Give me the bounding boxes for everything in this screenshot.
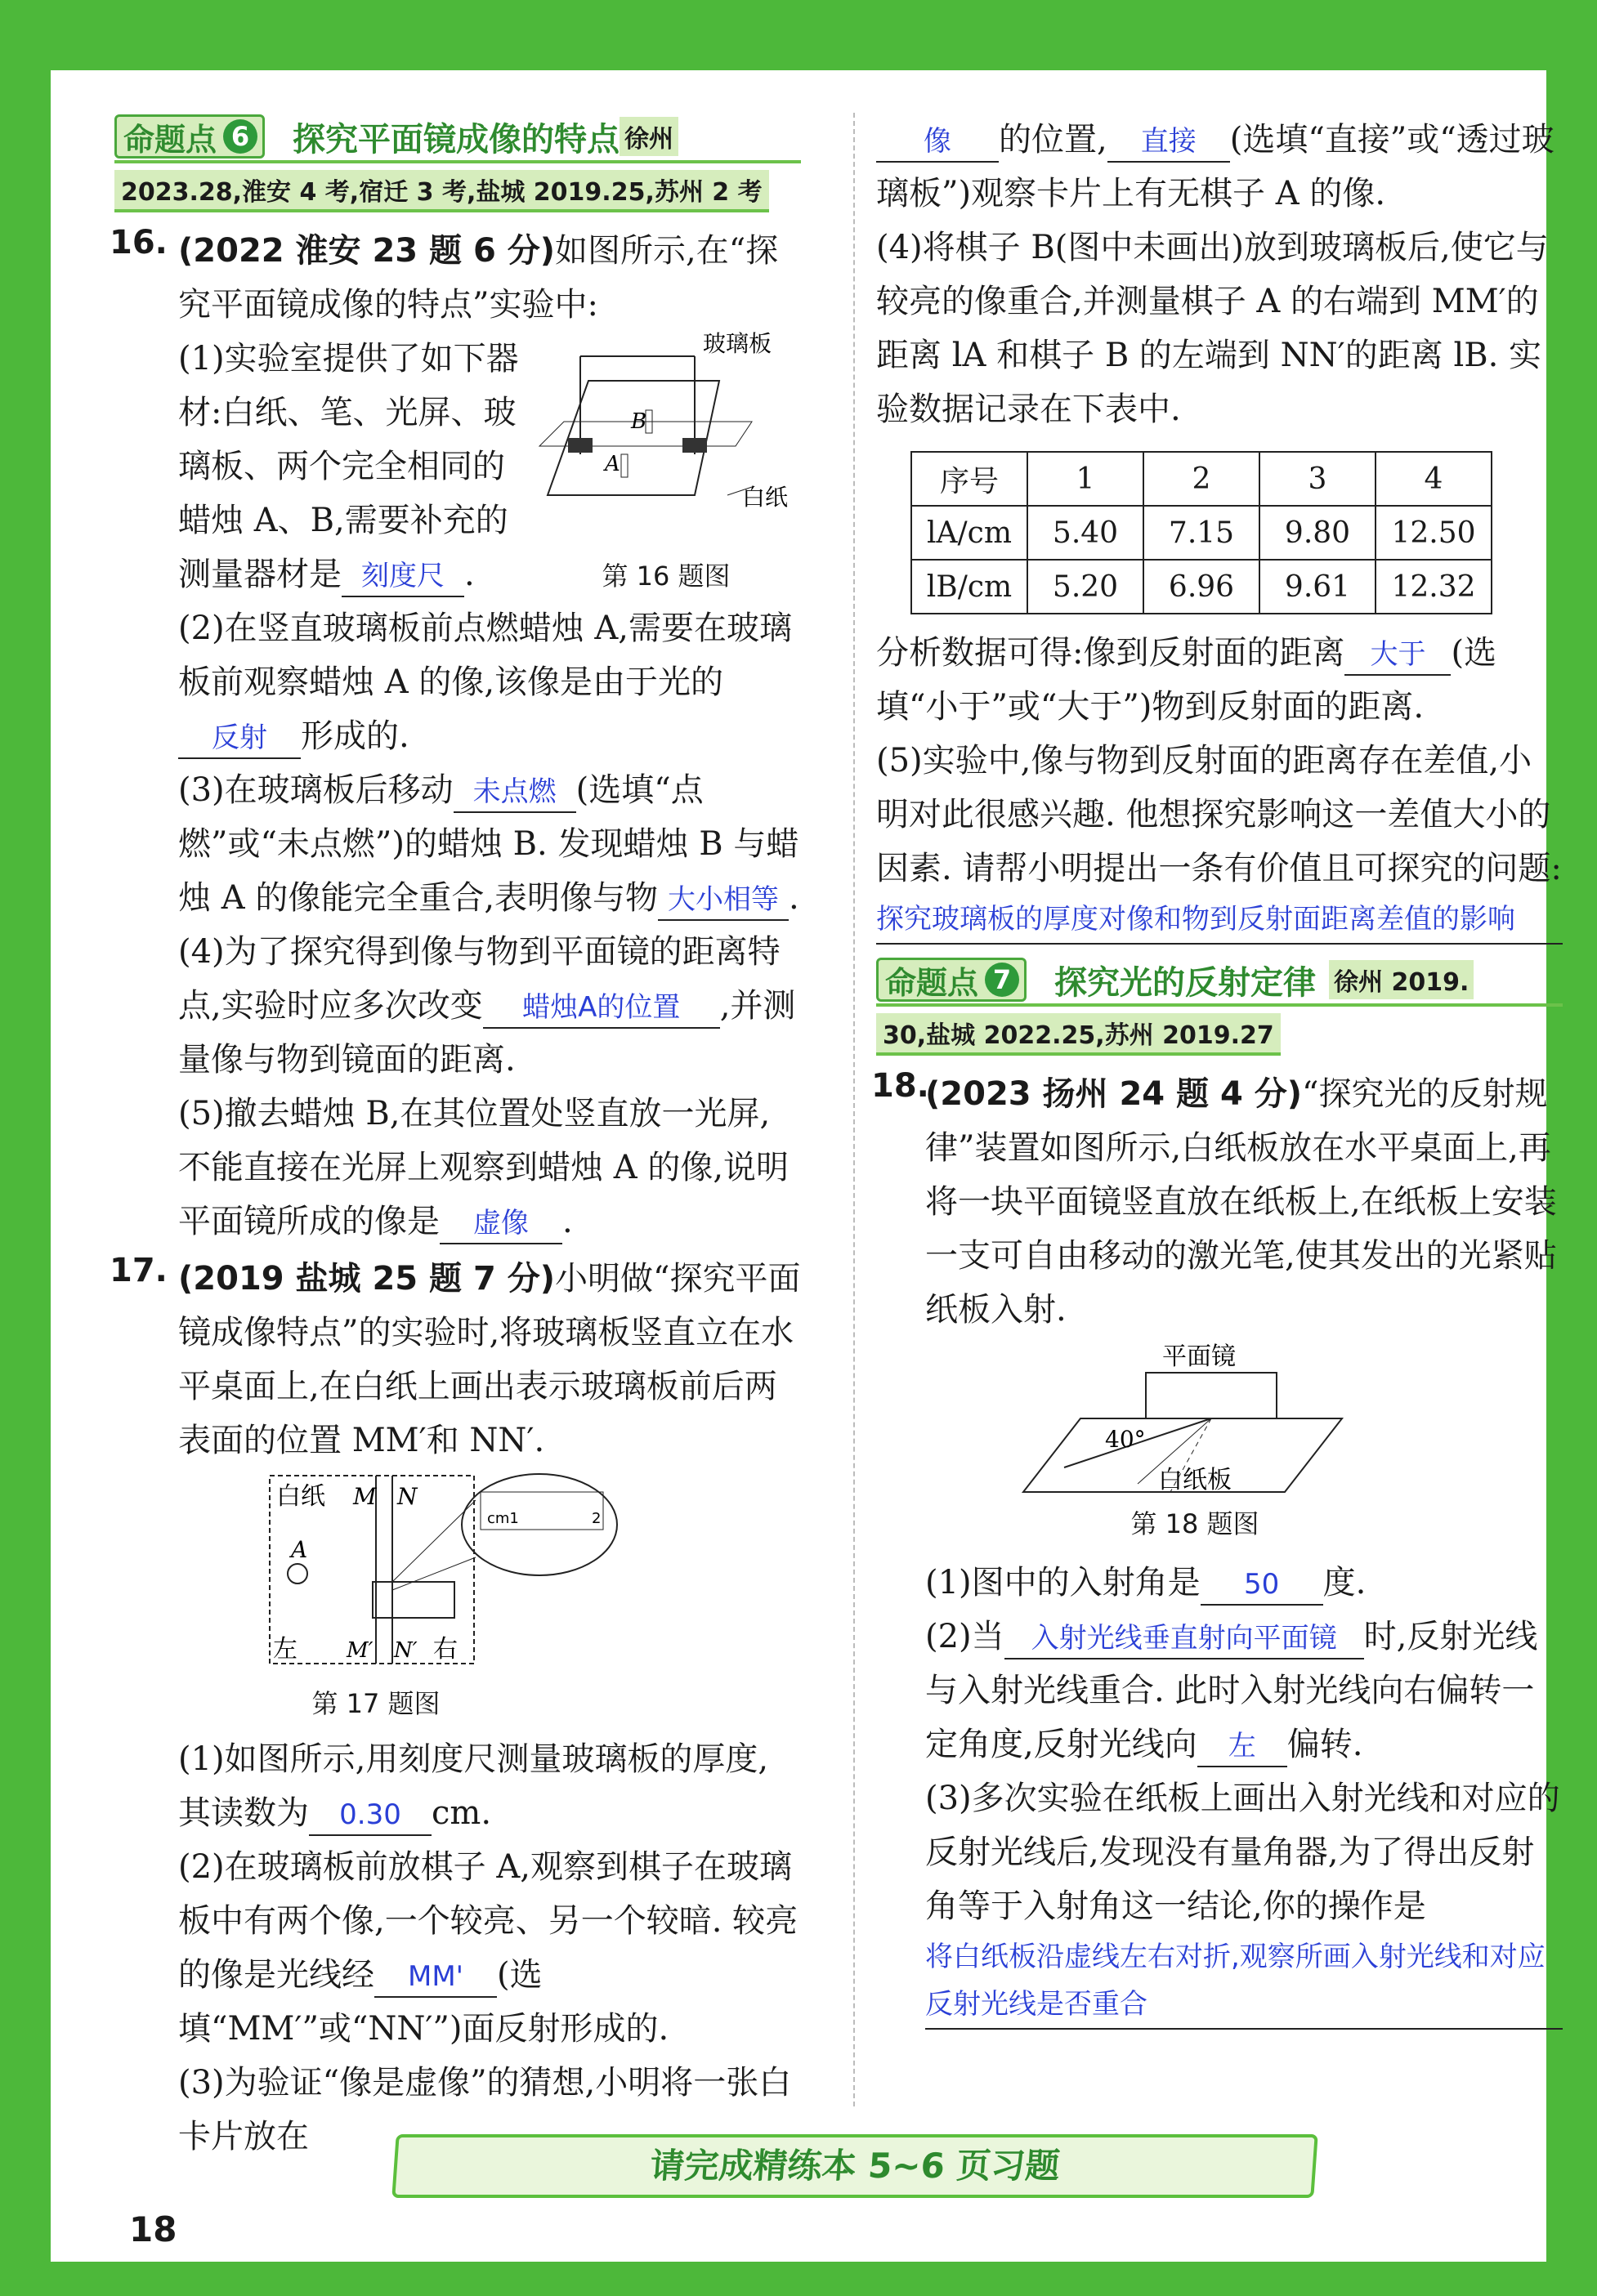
reflection-diagram (1015, 1337, 1375, 1500)
ruler-glass-diagram (262, 1467, 621, 1680)
answer-blank[interactable]: 虚像 (440, 1204, 562, 1244)
q17-part4-analysis: 分析数据可得:像到反射面的距离 大于 (选填“小于”或“大于”)物到反射面的距离. (876, 634, 1497, 726)
topic-badge: 命题点 6 (114, 114, 265, 159)
answer-blank[interactable]: 大小相等 (658, 880, 789, 921)
figure-caption: 第 16 题图 (602, 561, 731, 592)
answer-blank[interactable]: 反射 (178, 718, 301, 759)
topic-source-line: 2023.28,淮安 4 考,宿迁 3 考,盐城 2019.25,苏州 2 考 (114, 170, 769, 212)
label-n: N (397, 1483, 418, 1510)
q16-part5: (5)撤去蜡烛 B,在其位置处竖直放一光屏,不能直接在光屏上观察到蜡烛 A 的像,说明平面镜所成的像是 虚像 . (114, 1087, 801, 1249)
answer-blank[interactable]: 50 (1201, 1565, 1323, 1606)
candle-mirror-diagram (531, 332, 801, 552)
question-16 (110, 224, 801, 1249)
label-mirror: 平面镜 (1162, 1342, 1236, 1371)
topic-badge: 命题点 7 (876, 958, 1027, 1002)
label-glass: 玻璃板 (703, 332, 772, 357)
label-left: 左 (273, 1635, 297, 1664)
q17-part5: (5)实验中,像与物到反射面的距离存在差值,小明对此很感兴趣. 他想探究影响这一差值大小的因素. 请帮小明提出一条有价值且可探究的问题: (876, 742, 1562, 887)
q18-part1: (1)图中的入射角是 50 度. (876, 1556, 1563, 1610)
label-board: 白纸板 (1158, 1466, 1232, 1494)
label-two: 2 (592, 1510, 602, 1527)
q18-part2: (2)当 入射光线垂直射向平面镜 时,反射光线与入射光线重合. 此时入射光线向右偏转一定角度,反射光线向 左 偏转. (876, 1610, 1563, 1771)
answer-blank[interactable]: 直接 (1107, 122, 1230, 163)
answer-blank[interactable]: MM' (374, 1957, 497, 1998)
label-b: B (631, 409, 647, 434)
label-m: M (353, 1483, 377, 1510)
question-number: 17. (110, 1252, 168, 1289)
q16-part3: (3)在玻璃板后移动 未点燃 (选填“点燃”或“未点燃”)的蜡烛 B. 发现蜡烛 B 与蜡烛 A 的像能完全重合,表明像与物 大小相等 . (114, 763, 801, 925)
table-row: lB/cm 5.20 6.96 9.61 12.32 (911, 560, 1492, 614)
footer-banner: 请完成精练本 5~6 页习题 (391, 2134, 1317, 2198)
answer-blank[interactable]: 蜡烛A的位置 (483, 988, 720, 1029)
topic-7-header (876, 956, 1563, 1007)
figure-18 (1015, 1337, 1375, 1541)
topic-source: 徐州 2019. (1329, 960, 1474, 999)
topic-6-header (114, 113, 801, 163)
answer-blank[interactable]: 0.30 (309, 1795, 432, 1836)
question-intro: (2019 盐城 25 题 7 分)小明做“探究平面镜成像特点”的实验时,将玻璃板竖直立在水平桌面上,在白纸上画出表示玻璃板前后两表面的位置 MM′和 NN′. (178, 1260, 801, 1459)
question-18 (871, 1067, 1563, 2030)
answer-blank[interactable]: 将白纸板沿虚线左右对折,观察所画入射光线和对应反射光线是否重合 (925, 1933, 1563, 2030)
label-white-paper: 白纸 (276, 1482, 325, 1511)
label-n-prime: N′ (394, 1638, 418, 1663)
answer-blank[interactable]: 左 (1197, 1726, 1287, 1767)
page-sheet (51, 70, 1562, 2262)
question-17 (110, 1252, 801, 2164)
label-a: A (291, 1536, 308, 1563)
answer-blank[interactable]: 未点燃 (454, 772, 576, 813)
table-header-row: 序号 1 2 3 4 (911, 452, 1492, 506)
q17-part3-start: (3)为验证“像是虚像”的猜想,小明将一张白卡片放在 (178, 2064, 792, 2155)
question-intro: (2023 扬州 24 题 4 分)“探究光的反射规律”装置如图所示,白纸板放在水平桌面上,再将一块平面镜竖直放在纸板上,在纸板上安装一支可自由移动的激光笔,使其发出的光紧贴纸板入射. (925, 1075, 1557, 1329)
topic-title: 探究光的反射定律 (1054, 963, 1317, 1002)
topic-source: 徐州 (620, 117, 678, 156)
q17-part1: (1)如图所示,用刻度尺测量玻璃板的厚度,其读数为 0.30 cm. (114, 1732, 801, 1840)
label-m-prime: M′ (347, 1638, 374, 1663)
q17-part4: (4)将棋子 B(图中未画出)放到玻璃板后,使它与较亮的像重合,并测量棋子 A 的右端到 MM′的距离 lA 和棋子 B 的左端到 NN′的距离 lB. 实验数据记录在下表中. (876, 229, 1549, 428)
q17-part2: (2)在玻璃板前放棋子 A,观察到棋子在玻璃板中有两个像,一个较亮、另一个较暗. 较亮的像是光线经 MM' (选填“MM′”或“NN′”)面反射形成的. (178, 1848, 798, 2048)
column-divider (853, 113, 855, 2106)
answer-blank[interactable]: 大于 (1344, 635, 1451, 676)
question-number: 18. (871, 1067, 929, 1105)
figure-caption: 第 17 题图 (311, 1688, 441, 1719)
question-intro: (2022 淮安 23 题 6 分)如图所示,在“探究平面镜成像的特点”实验中: (178, 232, 779, 324)
q16-part1: (1)实验室提供了如下器材:白纸、笔、光屏、玻璃板、两个完全相同的蜡烛 A、B,需要补充的测量器材是 刻度尺 . (114, 332, 523, 601)
q16-part4: (4)为了探究得到像与物到平面镜的距离特点,实验时应多次改变 蜡烛A的位置 ,并测量像与物到镜面的距离. (178, 933, 796, 1079)
q16-part2: (2)在竖直玻璃板前点燃蜡烛 A,需要在玻璃板前观察蜡烛 A 的像,该像是由于光的反射 形成的. (114, 601, 801, 763)
left-column (110, 113, 801, 2164)
label-cm: cm1 (487, 1510, 519, 1527)
figure-17 (262, 1467, 621, 1721)
table-row: lA/cm 5.40 7.15 9.80 12.50 (911, 506, 1492, 560)
label-a: A (605, 452, 620, 476)
question-number: 16. (110, 224, 168, 261)
label-right: 右 (433, 1635, 458, 1664)
topic-source-line: 30,盐城 2022.25,苏州 2019.27 (876, 1013, 1281, 1056)
answer-blank[interactable]: 像 (876, 122, 999, 163)
figure-caption: 第 18 题图 (1130, 1508, 1259, 1539)
label-angle: 40° (1105, 1426, 1146, 1453)
answer-blank[interactable]: 探究玻璃板的厚度对像和物到反射面距离差值的影响 (876, 896, 1563, 945)
topic-title: 探究平面镜成像的特点 (293, 120, 620, 159)
page-number: 18 (129, 2209, 177, 2249)
q17-part3-cont: 像 的位置, 直接 (选填“直接”或“透过玻璃板”)观察卡片上有无棋子 A 的像. (876, 121, 1555, 212)
figure-16 (531, 332, 801, 601)
q18-part3: (3)多次实验在纸板上画出入射光线和对应的反射光线后,发现没有量角器,为了得出反射角等于入射角这一结论,你的操作是 (925, 1780, 1560, 1925)
right-column (871, 113, 1563, 2030)
label-paper: 白纸 (742, 484, 789, 511)
answer-blank[interactable]: 入射光线垂直射向平面镜 (1004, 1619, 1364, 1659)
answer-blank[interactable]: 刻度尺 (342, 556, 464, 597)
data-table (910, 451, 1492, 614)
